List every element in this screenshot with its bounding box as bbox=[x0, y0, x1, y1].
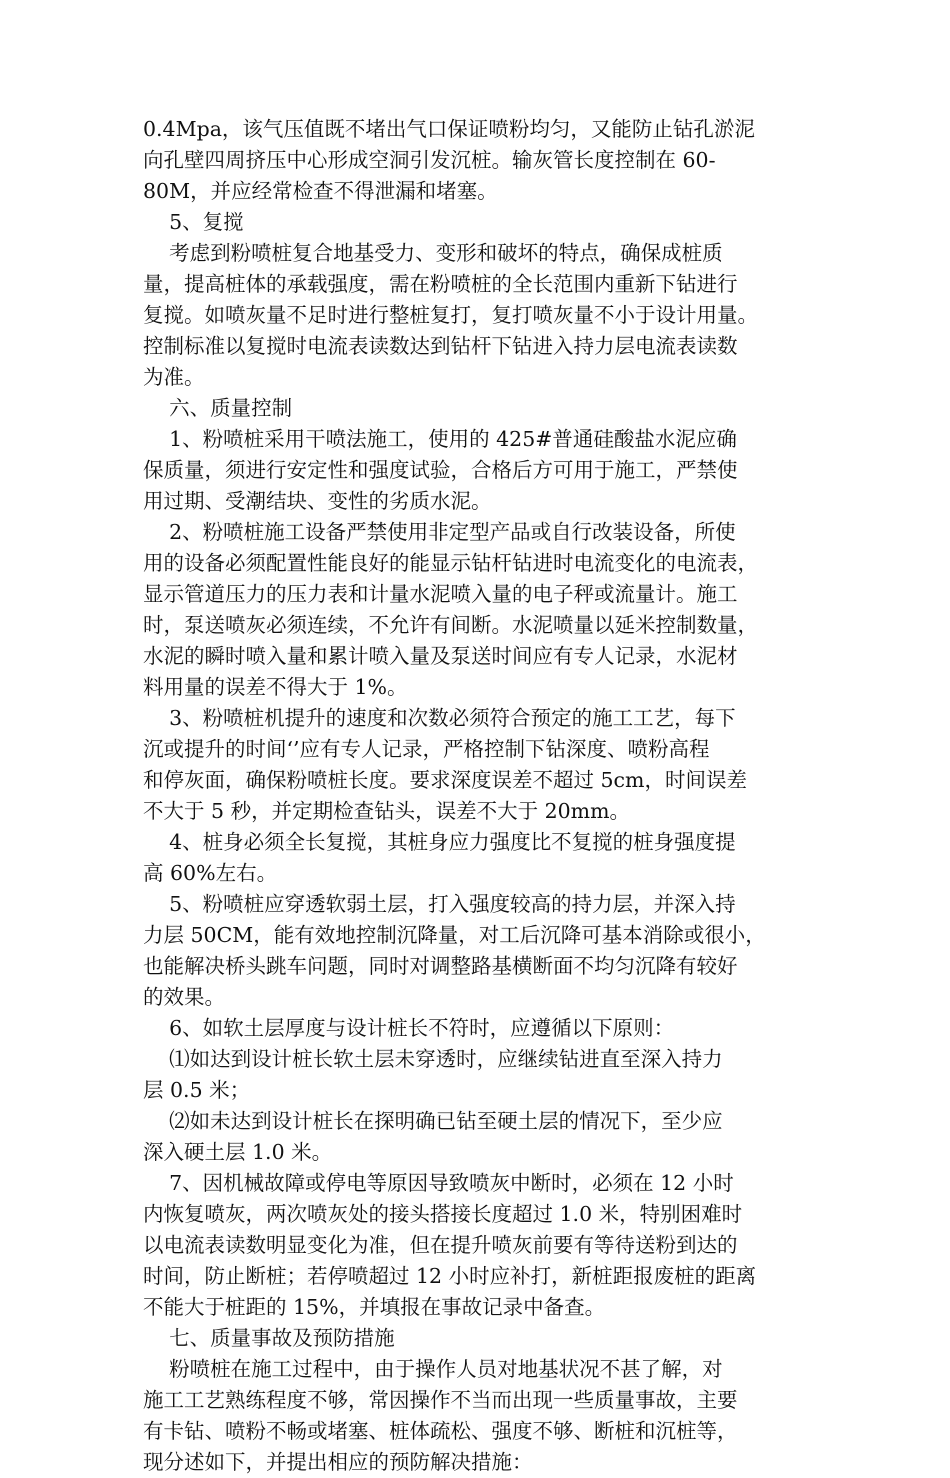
text-line: 六、质量控制 bbox=[143, 396, 293, 420]
text-line: 量，提高桩体的承载强度，需在粉喷桩的全长范围内重新下钻进行 bbox=[143, 272, 738, 296]
text-line: 七、质量事故及预防措施 bbox=[143, 1326, 395, 1350]
text-line: 4、桩身必须全长复搅，其桩身应力强度比不复搅的桩身强度提 bbox=[143, 830, 736, 854]
text-line: 向孔壁四周挤压中心形成空洞引发沉桩。输灰管长度控制在 60- bbox=[143, 148, 716, 172]
text-line: 5、粉喷桩应穿透软弱土层，打入强度较高的持力层，并深入持 bbox=[143, 892, 736, 916]
text-line: 内恢复喷灰，两次喷灰处的接头搭接长度超过 1.0 米，特别困难时 bbox=[143, 1202, 743, 1226]
text-line: 粉喷桩在施工过程中，由于操作人员对地基状况不甚了解，对 bbox=[143, 1357, 723, 1381]
text-line: 1、粉喷桩采用干喷法施工，使用的 425#普通硅酸盐水泥应确 bbox=[143, 427, 737, 451]
text-line: 用的设备必须配置性能良好的能显示钻杆钻进时电流变化的电流表， bbox=[143, 551, 758, 575]
text-line: 施工工艺熟练程度不够，常因操作不当而出现一些质量事故，主要 bbox=[143, 1388, 738, 1412]
text-line: 的效果。 bbox=[143, 985, 225, 1009]
text-line: ⑴如达到设计桩长软土层未穿透时，应继续钻进直至深入持力 bbox=[143, 1047, 723, 1071]
text-line: 现分述如下，并提出相应的预防解决措施： bbox=[143, 1450, 533, 1474]
text-line: 用过期、受潮结块、变性的劣质水泥。 bbox=[143, 489, 492, 513]
text-line: 2、粉喷桩施工设备严禁使用非定型产品或自行改装设备，所使 bbox=[143, 520, 736, 544]
text-line: 保质量，须进行安定性和强度试验，合格后方可用于施工，严禁使 bbox=[143, 458, 738, 482]
text-line: 0.4Mpa，该气压值既不堵出气口保证喷粉均匀，又能防止钻孔淤泥 bbox=[143, 117, 755, 141]
text-line: 沉或提升的时间‘’应有专人记录，严格控制下钻深度、喷粉高程 bbox=[143, 737, 710, 761]
text-line: 有卡钻、喷粉不畅或堵塞、桩体疏松、强度不够、断桩和沉桩等， bbox=[143, 1419, 738, 1443]
text-line: 考虑到粉喷桩复合地基受力、变形和破坏的特点，确保成桩质 bbox=[143, 241, 723, 265]
text-line: 不能大于桩距的 15%，并填报在事故记录中备查。 bbox=[143, 1295, 606, 1319]
text-line: 显示管道压力的压力表和计量水泥喷入量的电子秤或流量计。施工 bbox=[143, 582, 738, 606]
text-line: 复搅。如喷灰量不足时进行整桩复打，复打喷灰量不小于设计用量。 bbox=[143, 303, 758, 327]
text-line: 层 0.5 米； bbox=[143, 1078, 251, 1102]
text-line: 以电流表读数明显变化为准，但在提升喷灰前要有等待送粉到达的 bbox=[143, 1233, 738, 1257]
text-line: 时，泵送喷灰必须连续，不允许有间断。水泥喷量以延米控制数量， bbox=[143, 613, 758, 637]
text-line: ⑵如未达到设计桩长在探明确已钻至硬土层的情况下，至少应 bbox=[143, 1109, 723, 1133]
text-line: 力层 50CM，能有效地控制沉降量，对工后沉降可基本消除或很小， bbox=[143, 923, 766, 947]
text-line: 水泥的瞬时喷入量和累计喷入量及泵送时间应有专人记录，水泥材 bbox=[143, 644, 738, 668]
text-line: 时间，防止断桩；若停喷超过 12 小时应补打，新桩距报废桩的距离 bbox=[143, 1264, 757, 1288]
text-line: 7、因机械故障或停电等原因导致喷灰中断时，必须在 12 小时 bbox=[143, 1171, 734, 1195]
text-line: 6、如软土层厚度与设计桩长不符时，应遵循以下原则： bbox=[143, 1016, 675, 1040]
text-line: 也能解决桥头跳车问题，同时对调整路基横断面不均匀沉降有较好 bbox=[143, 954, 738, 978]
document-page bbox=[143, 114, 823, 1478]
text-line: 深入硬土层 1.0 米。 bbox=[143, 1140, 333, 1164]
text-line: 为准。 bbox=[143, 365, 205, 389]
text-line: 不大于 5 秒，并定期检查钻头，误差不大于 20mm。 bbox=[143, 799, 631, 823]
text-line: 控制标准以复搅时电流表读数达到钻杆下钻进入持力层电流表读数 bbox=[143, 334, 738, 358]
text-line: 和停灰面，确保粉喷桩长度。要求深度误差不超过 5cm，时间误差 bbox=[143, 768, 747, 792]
text-line: 3、粉喷桩机提升的速度和次数必须符合预定的施工工艺，每下 bbox=[143, 706, 736, 730]
text-line: 高 60%左右。 bbox=[143, 861, 278, 885]
text-line: 料用量的误差不得大于 1%。 bbox=[143, 675, 408, 699]
text-line: 5、复搅 bbox=[143, 210, 244, 234]
text-line: 80M，并应经常检查不得泄漏和堵塞。 bbox=[143, 179, 498, 203]
